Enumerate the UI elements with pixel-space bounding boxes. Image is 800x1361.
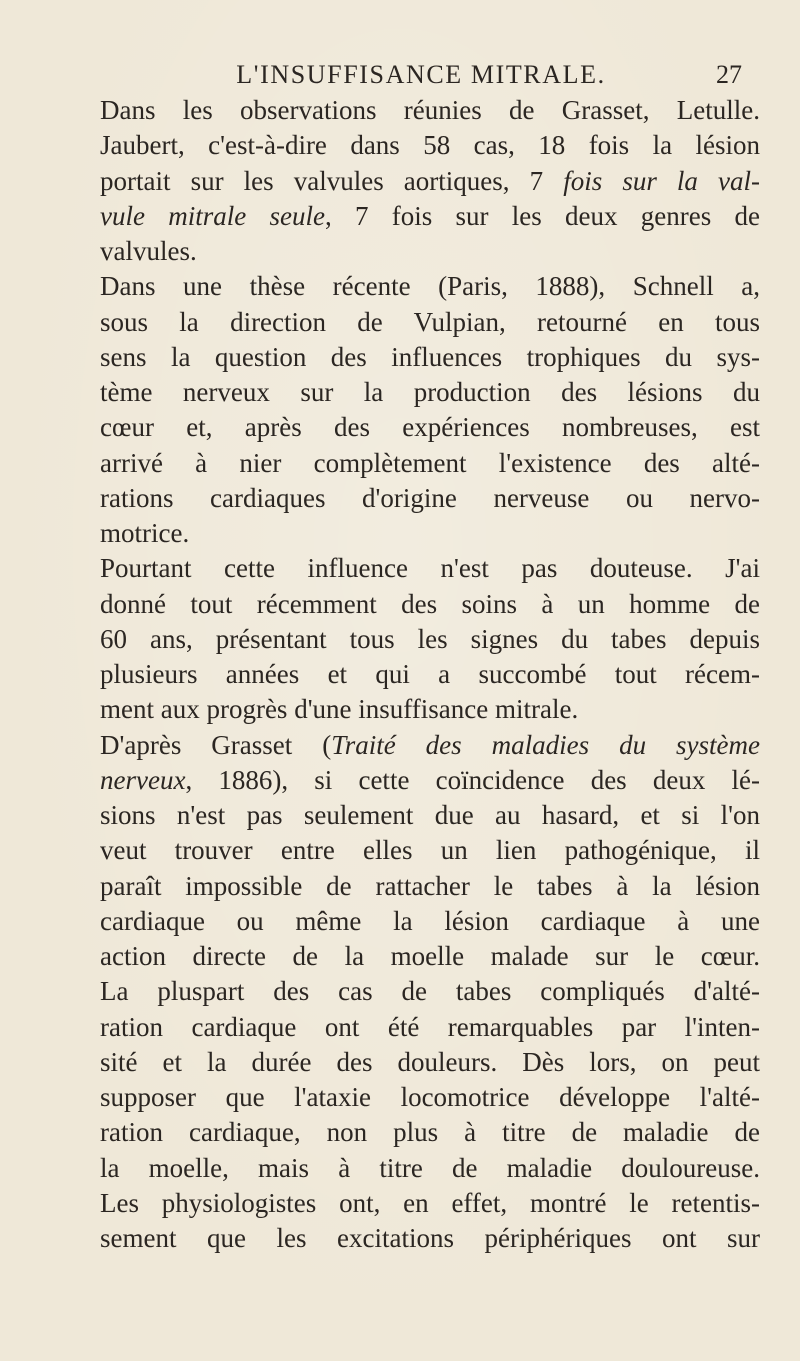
text-run: paraît impossible de rattacher le tabes à la lésion — [100, 870, 760, 901]
text-line — [100, 199, 760, 234]
text-run: cardiaque ou même la lésion cardiaque à une — [100, 905, 760, 936]
text-run: tème nerveux sur la production des lésions du — [100, 377, 760, 407]
text-line — [100, 869, 760, 904]
text-line — [100, 692, 760, 727]
text-line — [100, 516, 760, 551]
text-run: sement que les excitations périphériques ont sur — [100, 1223, 760, 1253]
text-line — [100, 657, 760, 692]
text-run: La pluspart des cas de tabes compliqués d'alté- — [100, 976, 760, 1007]
text-line — [100, 587, 760, 622]
text-line — [100, 763, 760, 798]
text-run: cœur et, après des expériences nombreuses, est — [100, 412, 760, 443]
italic-text: Traité des maladies du système — [331, 729, 760, 760]
italic-text: fois sur la val- — [563, 165, 760, 196]
text-line — [100, 1151, 760, 1186]
text-run: sens la question des influences trophiques du sys- — [100, 341, 760, 372]
text-line — [100, 234, 760, 269]
text-run: sité et la durée des douleurs. Dès lors, on peut — [100, 1046, 760, 1077]
text-run: ration cardiaque ont été remarquables par l'inten- — [100, 1011, 760, 1042]
text-line — [100, 1080, 760, 1115]
text-line — [100, 481, 760, 516]
text-run: donné tout récemment des soins à un homme de — [100, 588, 760, 619]
text-run: portait sur les valvules aortiques, 7 — [100, 165, 564, 196]
text-run: la moelle, mais à titre de maladie douloureuse. — [100, 1152, 760, 1183]
text-run: plusieurs années et qui a succombé tout récem- — [100, 659, 760, 689]
text-run: 60 ans, présentant tous les signes du tabes depuis — [100, 623, 760, 654]
text-line — [100, 551, 760, 586]
text-line — [100, 1115, 760, 1150]
text-line — [100, 1010, 760, 1045]
text-run: ment aux progrès d'une insuffisance mitrale. — [100, 694, 579, 725]
text-line — [100, 164, 760, 199]
text-line — [100, 798, 760, 833]
text-line — [100, 833, 760, 868]
text-line — [100, 128, 760, 163]
italic-text: nerveux — [100, 764, 186, 795]
text-line — [100, 446, 760, 481]
text-line — [100, 375, 760, 410]
text-line — [100, 269, 760, 304]
text-line — [100, 728, 760, 763]
text-line — [100, 340, 760, 375]
text-run: Pourtant cette influence n'est pas douteuse. J'ai — [100, 553, 760, 584]
text-run: , 1886), si cette coïncidence des deux lé- — [185, 764, 760, 795]
text-line — [100, 1221, 760, 1256]
text-run: veut trouver entre elles un lien pathogénique, il — [100, 835, 760, 866]
running-head — [100, 58, 742, 92]
text-run: Dans les observations réunies de Grasset, Letulle. — [100, 95, 760, 125]
text-run: ration cardiaque, non plus à titre de maladie de — [100, 1117, 760, 1148]
text-run: supposer que l'ataxie locomotrice développe l'alté- — [100, 1082, 760, 1112]
text-line — [100, 93, 760, 128]
text-line — [100, 904, 760, 939]
text-line — [100, 622, 760, 657]
text-line — [100, 410, 760, 445]
text-run: arrivé à nier complètement l'existence des alté- — [100, 447, 760, 478]
text-run: Dans une thèse récente (Paris, 1888), Schnell a, — [100, 271, 760, 302]
text-run: rations cardiaques d'origine nerveuse ou nervo- — [100, 482, 760, 513]
italic-text: vule mitrale seule — [100, 200, 325, 231]
text-line — [100, 939, 760, 974]
text-run: sions n'est pas seulement due au hasard, et si l'on — [100, 800, 760, 830]
page-number: 27 — [716, 60, 742, 89]
text-line — [100, 305, 760, 340]
running-title: L'INSUFFISANCE MITRALE. — [236, 60, 606, 89]
text-line — [100, 974, 760, 1009]
text-run: action directe de la moelle malade sur le cœur. — [100, 941, 760, 971]
text-run: D'après Grasset ( — [100, 729, 332, 760]
body-text — [100, 93, 760, 1256]
text-line — [100, 1186, 760, 1221]
text-run: , 7 fois sur les deux genres de — [324, 200, 760, 231]
text-run: Les physiologistes ont, en effet, montré le retentis- — [100, 1187, 760, 1218]
text-run: valvules. — [100, 236, 197, 266]
text-run: motrice. — [100, 518, 190, 548]
text-run: Jaubert, c'est-à-dire dans 58 cas, 18 fois la lésion — [100, 130, 760, 161]
text-run: sous la direction de Vulpian, retourné en tous — [100, 306, 760, 337]
text-line — [100, 1045, 760, 1080]
